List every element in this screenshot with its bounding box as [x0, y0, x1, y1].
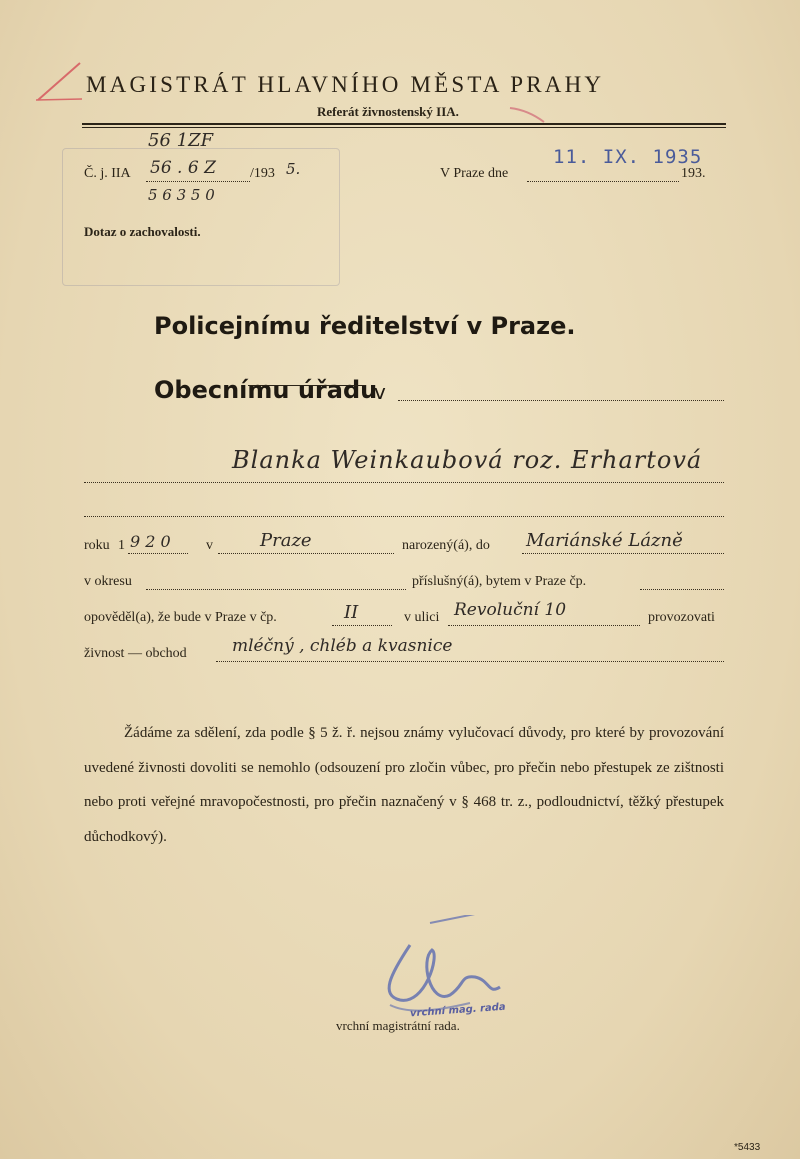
name-line — [84, 482, 724, 483]
year-hand: 9 2 0 — [130, 532, 171, 551]
birthplace-line — [218, 553, 394, 554]
red-pencil-mark — [30, 55, 90, 105]
house-number-line — [332, 625, 392, 626]
ref-hand-top: 56 1ZF — [148, 130, 214, 151]
cj-number-line — [146, 181, 250, 182]
street-line — [448, 625, 640, 626]
date-year-suffix: 193. — [681, 166, 706, 181]
domicile-line — [522, 553, 724, 554]
cp-line — [640, 589, 724, 590]
provozovati-label: provozovati — [648, 610, 715, 625]
signature-stamp: vrchní mag. rada — [409, 1001, 506, 1020]
request-paragraph — [84, 716, 724, 854]
municipal-line — [398, 400, 724, 401]
okres-line — [146, 589, 406, 590]
house-number-hand: II — [344, 602, 359, 623]
ref-hand-bottom: 5 6 3 5 0 — [148, 186, 215, 204]
addressee-police: Policejnímu ředitelství v Praze. — [154, 312, 576, 340]
street-hand: Revoluční 10 — [454, 600, 567, 620]
year-line — [128, 553, 188, 554]
v-label: v — [206, 538, 213, 553]
addressee-municipal: Obecnímu úřadu — [154, 376, 378, 404]
header-rule — [82, 123, 726, 125]
date-line — [527, 181, 679, 182]
birthplace-hand: Praze — [260, 530, 312, 551]
cj-year-prefix: /193 — [250, 166, 275, 181]
cj-year-hand: 5. — [286, 160, 301, 178]
prislusny-label: příslušný(á), bytem v Praze čp. — [412, 574, 587, 589]
roku-label: roku — [84, 538, 110, 553]
addressee-v: v — [374, 380, 386, 404]
narozen-label: narozený(á), do — [402, 538, 490, 553]
request-text: Žádáme za sdělení, zda podle § 5 ž. ř. nejsou známy vylučovací důvody, pro které by provozování uvedené živnosti dovoliti se nemohlo (odsouzení pro zločin vůbec, pro přečin nebo přestupek ze zištnosti nebo proti veřejné mravopočestnosti, pro přečin naznačený v § 468 tr. z., podloudnictví, těžký přestupek důchodkový). — [84, 725, 724, 845]
inquiry-label: Dotaz o zachovalosti. — [84, 224, 201, 239]
department-subtitle: Referát živnostenský IIA. — [317, 104, 459, 119]
form-number: *5433 — [734, 1142, 761, 1153]
applicant-name: Blanka Weinkaubová roz. Erhartová — [232, 446, 703, 474]
place-date-label: V Praze dne — [440, 166, 509, 181]
domicile-hand: Mariánské Lázně — [526, 530, 683, 551]
opovedel-label: opověděl(a), že bude v Praze v čp. — [84, 610, 277, 625]
date-stamp: 11. IX. 1935 — [553, 146, 703, 168]
office-title: MAGISTRÁT HLAVNÍHO MĚSTA PRAHY — [86, 72, 605, 97]
okres-label: v okresu — [84, 574, 132, 589]
strike-through — [248, 385, 366, 386]
year-digit: 1 — [118, 538, 125, 553]
signature-caption: vrchní magistrátní rada. — [336, 1018, 460, 1033]
name-line-2 — [84, 516, 724, 517]
zivnost-label: živnost — obchod — [84, 646, 187, 661]
header-rule-thin — [82, 127, 726, 128]
cj-label: Č. j. IIA — [84, 166, 131, 181]
ulici-label: v ulici — [404, 610, 440, 625]
trade-hand: mléčný , chléb a kvasnice — [232, 636, 453, 656]
ref-hand-main: 56 . 6 Z — [150, 158, 216, 178]
trade-line — [216, 661, 724, 662]
